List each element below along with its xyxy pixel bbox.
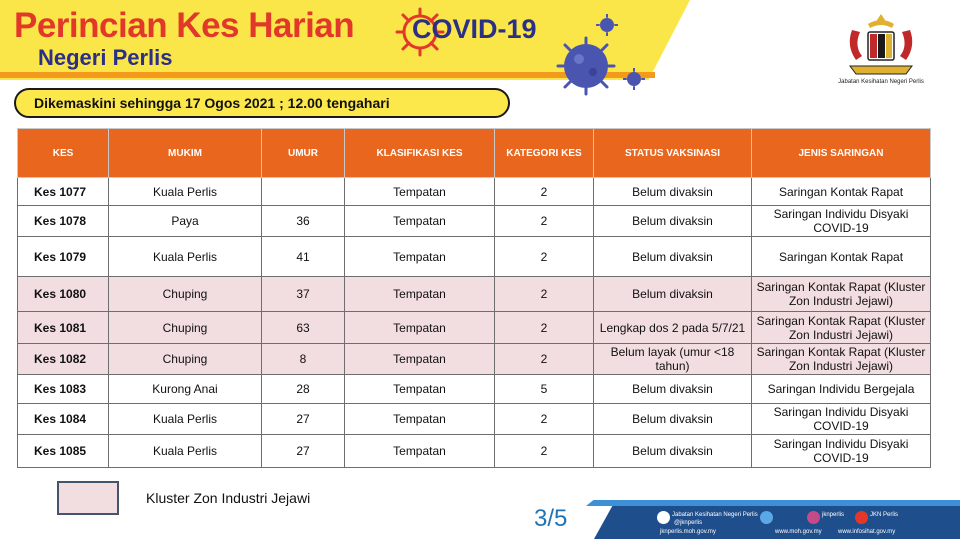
cell-umur: 37: [262, 277, 345, 312]
footer-handle-2: jknperlis: [822, 512, 845, 518]
state-subtitle: Negeri Perlis: [38, 45, 173, 70]
cell-saringan: Saringan Individu Disyaki COVID-19: [752, 206, 931, 237]
cell-status: Lengkap dos 2 pada 5/7/21: [594, 312, 752, 344]
cell-kategori: 2: [495, 206, 594, 237]
cell-klasifikasi: Tempatan: [345, 206, 495, 237]
cell-umur: 27: [262, 435, 345, 468]
footer-accent: [586, 500, 960, 506]
cell-umur: 28: [262, 375, 345, 404]
cell-mukim: Kuala Perlis: [109, 404, 262, 435]
cases-table: [17, 128, 931, 468]
cell-status: Belum layak (umur <18 tahun): [594, 344, 752, 375]
cell-mukim: Paya: [109, 206, 262, 237]
cell-mukim: Chuping: [109, 277, 262, 312]
cell-klasifikasi: Tempatan: [345, 435, 495, 468]
column-header-kes: KES: [18, 129, 109, 178]
footer-url-3: www.infosihat.gov.my: [838, 529, 896, 535]
cell-kategori: 2: [495, 404, 594, 435]
cell-saringan: Saringan Kontak Rapat: [752, 178, 931, 206]
footer-handle-1: @jknperlis: [674, 520, 703, 526]
instagram-icon: [807, 511, 820, 524]
cell-saringan: Saringan Individu Disyaki COVID-19: [752, 435, 931, 468]
cell-klasifikasi: Tempatan: [345, 404, 495, 435]
agency-caption: Jabatan Kesihatan Negeri Perlis: [838, 79, 924, 85]
cell-status: Belum divaksin: [594, 277, 752, 312]
cell-kategori: 2: [495, 312, 594, 344]
cell-umur: 27: [262, 404, 345, 435]
table-row: [18, 178, 931, 206]
table-row: [18, 206, 931, 237]
cell-klasifikasi: Tempatan: [345, 375, 495, 404]
cell-kes: Kes 1078: [18, 206, 109, 237]
cell-saringan: Saringan Kontak Rapat: [752, 237, 931, 277]
virus-large-icon: [556, 36, 616, 96]
cell-mukim: Chuping: [109, 312, 262, 344]
cell-kategori: 2: [495, 344, 594, 375]
table-row: [18, 312, 931, 344]
coat-of-arms-icon: [838, 10, 924, 80]
covid-title: COVID-19: [412, 14, 537, 44]
column-header-klasifikasi: KLASIFIKASI KES: [345, 129, 495, 178]
cell-saringan: Saringan Kontak Rapat (Kluster Zon Industri Jejawi): [752, 344, 931, 375]
cell-kes: Kes 1082: [18, 344, 109, 375]
cell-kes: Kes 1083: [18, 375, 109, 404]
footer-agency-label: Jabatan Kesihatan Negeri Perlis: [672, 512, 758, 518]
cell-kategori: 2: [495, 277, 594, 312]
column-header-kategori: KATEGORI KES: [495, 129, 594, 178]
cell-kategori: 2: [495, 178, 594, 206]
cell-kes: Kes 1080: [18, 277, 109, 312]
table-row: [18, 404, 931, 435]
cell-saringan: Saringan Individu Disyaki COVID-19: [752, 404, 931, 435]
cell-klasifikasi: Tempatan: [345, 178, 495, 206]
column-header-umur: UMUR: [262, 129, 345, 178]
cell-umur: 36: [262, 206, 345, 237]
cell-kategori: 5: [495, 375, 594, 404]
cell-status: Belum divaksin: [594, 237, 752, 277]
cell-status: Belum divaksin: [594, 375, 752, 404]
cell-kategori: 2: [495, 237, 594, 277]
cell-saringan: Saringan Individu Bergejala: [752, 375, 931, 404]
twitter-icon: [760, 511, 773, 524]
cell-status: Belum divaksin: [594, 206, 752, 237]
cell-kes: Kes 1079: [18, 237, 109, 277]
cell-kes: Kes 1085: [18, 435, 109, 468]
column-header-mukim: MUKIM: [109, 129, 262, 178]
cell-saringan: Saringan Kontak Rapat (Kluster Zon Industri Jejawi): [752, 312, 931, 344]
column-header-status: STATUS VAKSINASI: [594, 129, 752, 178]
cell-mukim: Chuping: [109, 344, 262, 375]
table-row: [18, 277, 931, 312]
cell-mukim: Kuala Perlis: [109, 435, 262, 468]
cell-mukim: Kuala Perlis: [109, 178, 262, 206]
cell-kes: Kes 1084: [18, 404, 109, 435]
page-title: Perincian Kes Harian: [14, 6, 355, 45]
table-row: [18, 375, 931, 404]
cell-mukim: Kurong Anai: [109, 375, 262, 404]
virus-small-icon: [596, 14, 618, 36]
page-indicator: 3/5: [534, 505, 568, 532]
footer-url-1: jknperlis.moh.gov.my: [660, 529, 716, 535]
cell-kes: Kes 1081: [18, 312, 109, 344]
table-header-row: [18, 129, 931, 178]
cell-klasifikasi: Tempatan: [345, 344, 495, 375]
footer-jkn-label: JKN Perlis: [870, 512, 899, 518]
virus-tiny-icon: [623, 68, 645, 90]
cell-status: Belum divaksin: [594, 404, 752, 435]
cell-umur: 63: [262, 312, 345, 344]
legend-label: Kluster Zon Industri Jejawi: [146, 490, 311, 506]
table-row: [18, 237, 931, 277]
cell-umur: [262, 178, 345, 206]
footer-url-2: www.moh.gov.my: [775, 529, 822, 535]
column-header-saringan: JENIS SARINGAN: [752, 129, 931, 178]
cell-umur: 41: [262, 237, 345, 277]
cell-klasifikasi: Tempatan: [345, 237, 495, 277]
cell-saringan: Saringan Kontak Rapat (Kluster Zon Industri Jejawi): [752, 277, 931, 312]
cell-status: Belum divaksin: [594, 435, 752, 468]
cell-kes: Kes 1077: [18, 178, 109, 206]
cell-status: Belum divaksin: [594, 178, 752, 206]
cell-mukim: Kuala Perlis: [109, 237, 262, 277]
table-row: [18, 344, 931, 375]
cell-umur: 8: [262, 344, 345, 375]
cell-klasifikasi: Tempatan: [345, 312, 495, 344]
agency-logo-icon: [657, 511, 670, 524]
table-row: [18, 435, 931, 468]
cell-kategori: 2: [495, 435, 594, 468]
update-timestamp: Dikemaskini sehingga 17 Ogos 2021 ; 12.00 tengahari: [14, 88, 510, 118]
jkn-logo-icon: [855, 511, 868, 524]
cell-klasifikasi: Tempatan: [345, 277, 495, 312]
legend-swatch: [57, 481, 119, 515]
